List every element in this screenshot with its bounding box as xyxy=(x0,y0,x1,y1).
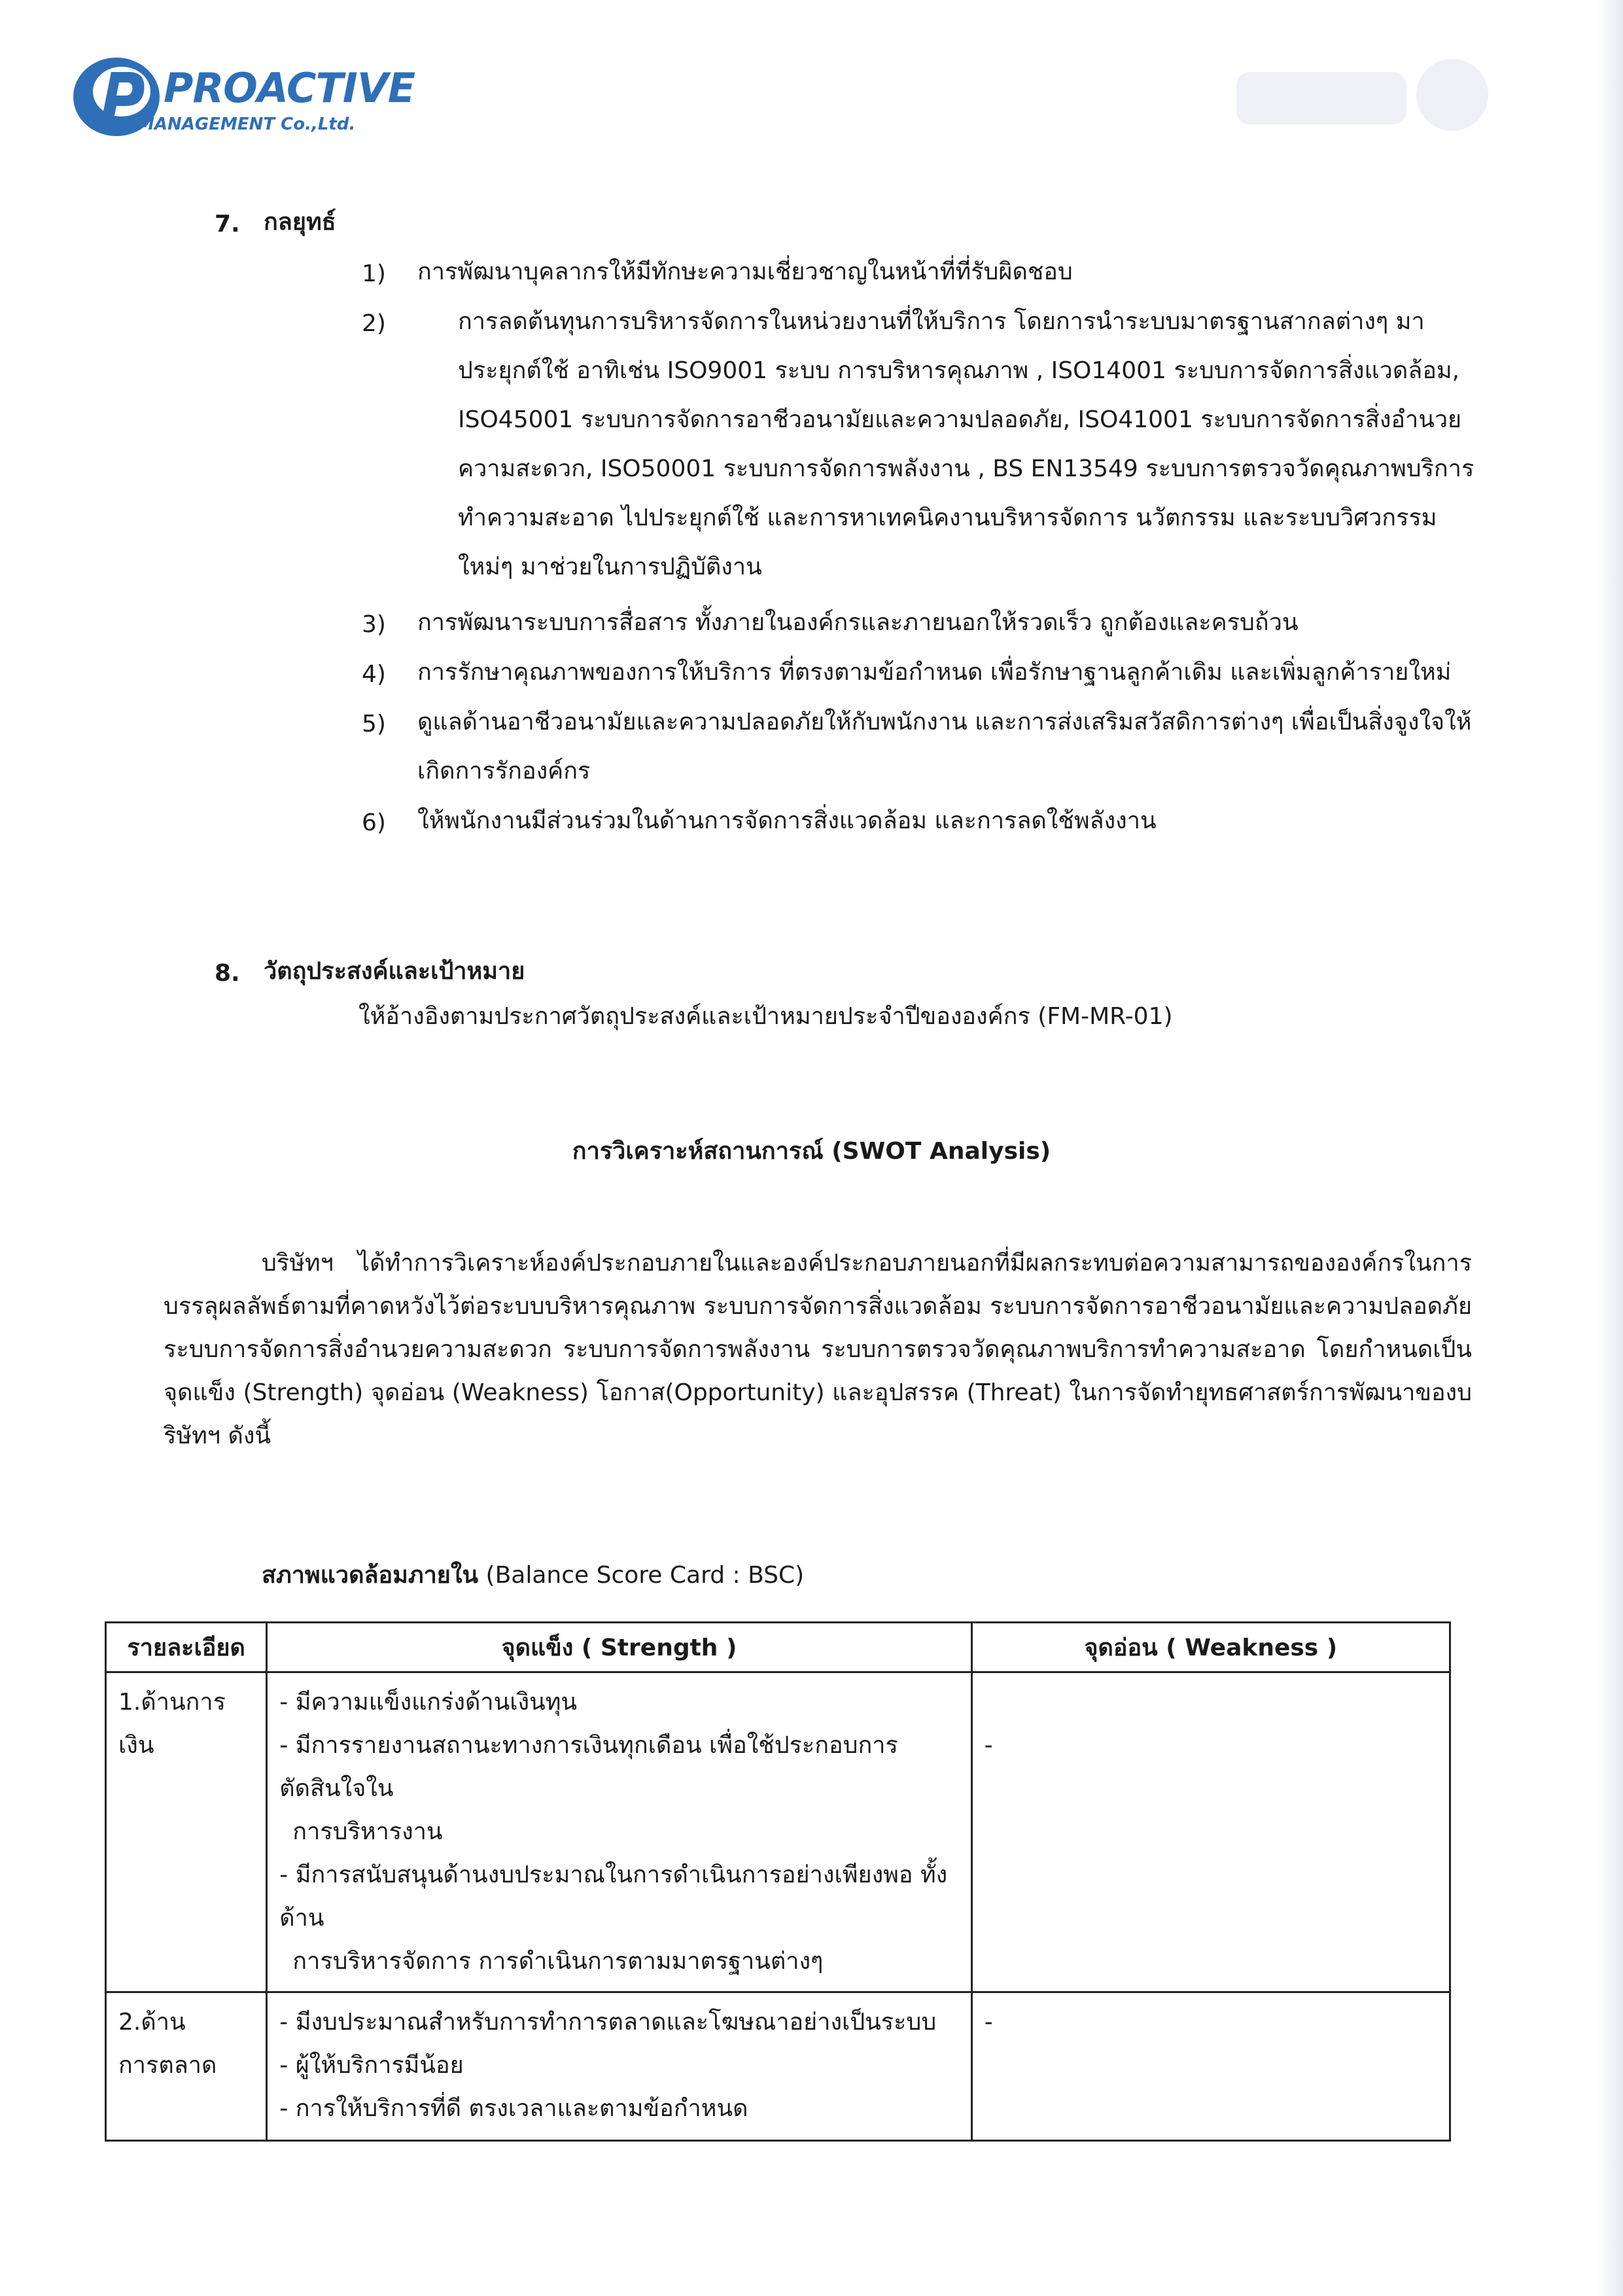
logo-subtitle: MANAGEMENT Co.,Ltd. xyxy=(137,115,356,134)
strategy-item-4-number: 4) xyxy=(362,661,386,688)
strategy-item-4-text: การรักษาคุณภาพของการให้บริการ ที่ตรงตามข้อกำหนด เพื่อรักษาฐานลูกค้าเดิม และเพิ่มลูกค้ารายใหม่ xyxy=(417,659,1452,686)
section-7-number: 7. xyxy=(215,211,240,238)
row-1-strength-line-3: การบริหารงาน xyxy=(292,1818,443,1845)
strategy-item-5-number: 5) xyxy=(362,711,386,737)
internal-environment-title: สภาพแวดล้อมภายใน xyxy=(262,1562,479,1589)
strategy-item-2-line-2: ประยุกต์ใช้ อาทิเช่น ISO9001 ระบบ การบริหารคุณภาพ , ISO14001 ระบบการจัดการสิ่งแวดล้อม, xyxy=(458,357,1460,384)
table-row xyxy=(106,1672,1450,1992)
row-1-detail-text: 1.ด้านการเงิน xyxy=(118,1689,226,1759)
row-1-weakness xyxy=(971,1672,1450,1992)
section-8-title: วัตถุประสงค์และเป้าหมาย xyxy=(264,958,525,985)
strategy-item-5-line-2: เกิดการรักองค์กร xyxy=(417,758,591,785)
row-1-detail xyxy=(106,1672,267,1992)
strategy-item-6-text: ให้พนักงานมีส่วนร่วมในด้านการจัดการสิ่งแวดล้อม และการลดใช้พลังงาน xyxy=(417,807,1157,834)
strategy-item-6-number: 6) xyxy=(362,809,386,836)
table-row xyxy=(106,1992,1450,2141)
row-2-detail xyxy=(106,1992,267,2141)
header-weakness: จุดอ่อน ( Weakness ) xyxy=(971,1623,1450,1672)
row-2-detail-line-2: การตลาด xyxy=(118,2052,217,2079)
strategy-item-3-text: การพัฒนาระบบการสื่อสาร ทั้งภายในองค์กรและภายนอกให้รวดเร็ว ถูกต้องและครบถ้วน xyxy=(417,609,1299,636)
strategy-item-2-line-1: การลดต้นทุนการบริหารจัดการในหน่วยงานที่ให้บริการ โดยการนำระบบมาตรฐานสากลต่างๆ มา xyxy=(458,308,1425,335)
strategy-item-2-line-5: ทำความสะอาด ไปประยุกต์ใช้ และการหาเทคนิคงานบริหารจัดการ นวัตกรรม และระบบวิศวกรรม xyxy=(458,504,1437,531)
swot-table xyxy=(105,1621,1451,2142)
company-logo xyxy=(65,46,415,144)
logo-wordmark: PROACTIVE xyxy=(164,64,415,112)
row-2-strength-line-1: - มีงบประมาณสำหรับการทำการตลาดและโฆษณาอย่างเป็นระบบ xyxy=(279,2009,937,2036)
swot-title: การวิเคราะห์สถานการณ์ (SWOT Analysis) xyxy=(572,1138,1051,1165)
strategy-item-3-number: 3) xyxy=(362,611,386,638)
row-1-strength xyxy=(267,1672,971,1992)
row-2-weakness xyxy=(971,1992,1450,2141)
section-7-title: กลยุทธ์ xyxy=(264,209,336,236)
strategy-item-2-line-4: ความสะดวก, ISO50001 ระบบการจัดการพลังงาน , BS EN13549 ระบบการตรวจวัดคุณภาพบริการ xyxy=(458,455,1475,482)
row-2-strength-line-2: - ผู้ให้บริการมีน้อย xyxy=(279,2052,464,2079)
row-1-strength-line-4: - มีการสนับสนุนด้านงบประมาณในการดำเนินการอย่างเพียงพอ ทั้งด้าน xyxy=(279,1862,948,1932)
table-header-row xyxy=(106,1623,1450,1672)
strategy-item-1-number: 1) xyxy=(362,260,386,287)
strategy-item-1-text: การพัฒนาบุคลากรให้มีทักษะความเชี่ยวชาญในหน้าที่ที่รับผิดชอบ xyxy=(417,258,1073,285)
row-1-weakness-text: - xyxy=(984,1732,993,1759)
section-8-number: 8. xyxy=(215,960,240,987)
swot-intro-paragraph: บริษัทฯ ได้ทำการวิเคราะห์องค์ประกอบภายในและองค์ประกอบภายนอกที่มีผลกระทบต่อความสามารถขององค์กรในการบรรลุผลลัพธ์ตามที่คาดหวังไว้ต่อระบบบริหารคุณภาพ ระบบการจัดการสิ่งแวดล้อม ระบบการจัดการอาชีวอนามัยและความปลอดภัย ระบบการจัดการสิ่งอำนวยความสะดวก ระบบการจัดการพลังงาน ระบบการตรวจวัดคุณภาพบริการทำความสะอาด โดยกำหนดเป็นจุดแข็ง (Strength) จุดอ่อน (Weakness) โอกาส(Opportunity) และอุปสรรค (Threat) ในการจัดทำยุทธศาสตร์การพัฒนาของบริษัทฯ ดังนี้ xyxy=(164,1250,1472,1449)
row-1-strength-line-1: - มีความแข็งแกร่งด้านเงินทุน xyxy=(279,1689,578,1716)
header-strength: จุดแข็ง ( Strength ) xyxy=(267,1623,971,1672)
watermark-graphic xyxy=(1230,52,1505,137)
row-2-weakness-text: - xyxy=(984,2009,993,2036)
strategy-item-2-line-6: ใหม่ๆ มาช่วยในการปฏิบัติงาน xyxy=(458,554,762,580)
strategy-item-2-line-3: ISO45001 ระบบการจัดการอาชีวอนามัยและความปลอดภัย, ISO41001 ระบบการจัดการสิ่งอำนวย xyxy=(458,406,1462,433)
section-8-body: ให้อ้างอิงตามประกาศวัตถุประสงค์และเป้าหมายประจำปีขององค์กร (FM-MR-01) xyxy=(358,1003,1173,1030)
row-2-detail-line-1: 2.ด้าน xyxy=(118,2009,186,2036)
row-1-strength-line-2: - มีการรายงานสถานะทางการเงินทุกเดือน เพื่อใช้ประกอบการตัดสินใจใน xyxy=(279,1732,898,1802)
header-detail: รายละเอียด xyxy=(106,1623,267,1672)
row-2-strength xyxy=(267,1992,971,2141)
internal-environment-heading xyxy=(262,1564,804,1587)
row-2-strength-line-3: - การให้บริการที่ดี ตรงเวลาและตามข้อกำหนด xyxy=(279,2095,748,2122)
row-1-strength-line-5: การบริหารจัดการ การดำเนินการตามมาตรฐานต่างๆ xyxy=(292,1948,824,1975)
strategy-item-5-line-1: ดูแลด้านอาชีวอนามัยและความปลอดภัยให้กับพนักงาน และการส่งเสริมสวัสดิการต่างๆ เพื่อเป็นสิ่งจูงใจให้ xyxy=(417,709,1472,735)
strategy-item-2-number: 2) xyxy=(362,310,386,337)
internal-environment-subtitle: (Balance Score Card : BSC) xyxy=(478,1562,805,1589)
